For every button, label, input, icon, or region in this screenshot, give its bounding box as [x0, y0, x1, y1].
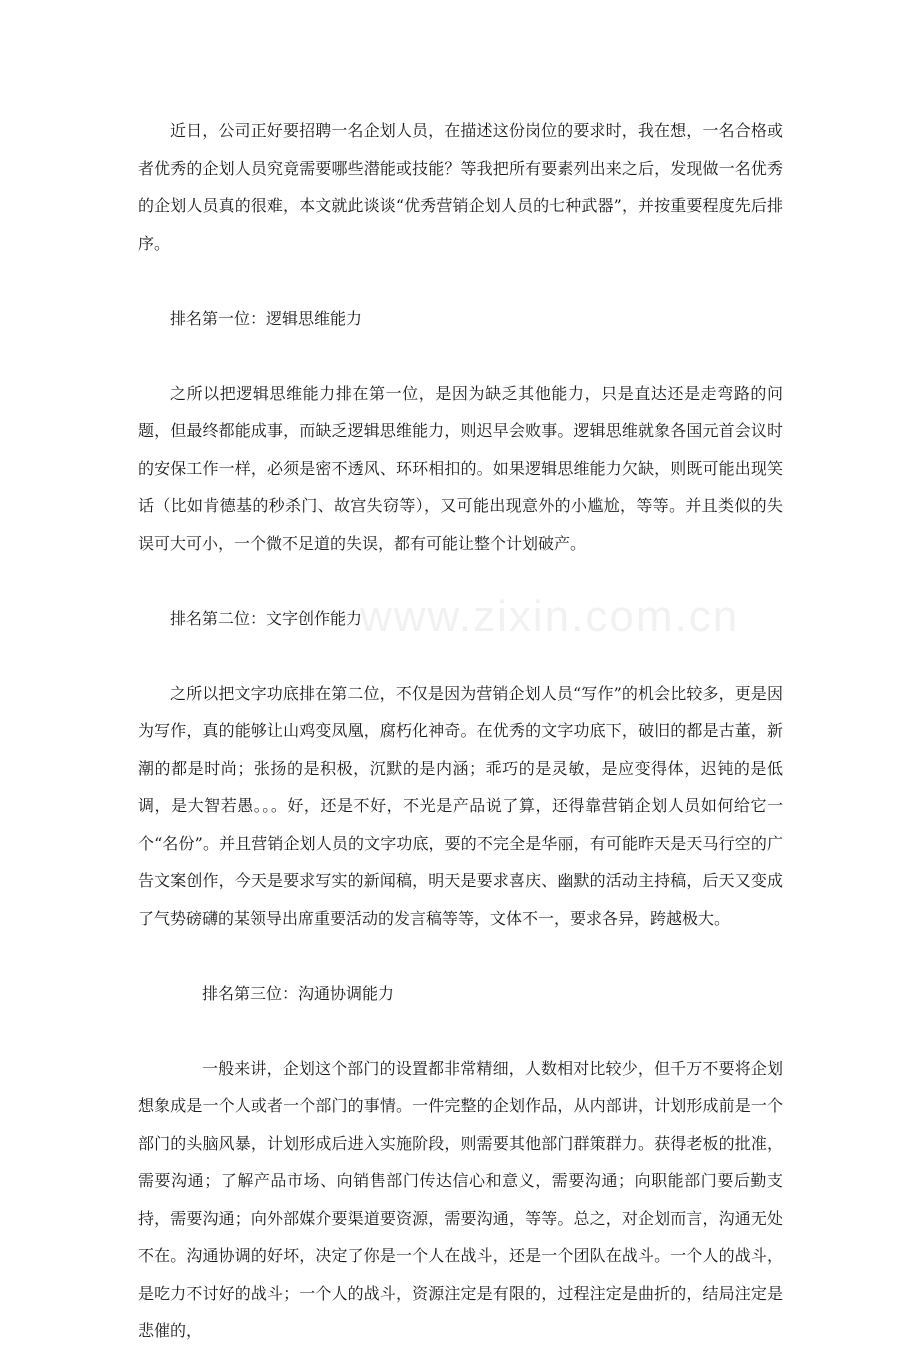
intro-paragraph: 近日，公司正好要招聘一名企划人员，在描述这份岗位的要求时，我在想，一名合格或者优秀的企划人员究竟需要哪些潜能或技能？等我把所有要素列出来之后，发现做一名优秀的企划人员真的很难，本文就此谈谈“优秀营销企划人员的七种武器”，并按重要程度先后排序。	[138, 121, 783, 253]
section-heading-1: 排名第一位：逻辑思维能力	[170, 308, 363, 328]
document-body	[138, 112, 783, 1350]
spacer	[138, 562, 783, 600]
watermark: www.zixin.com.cn	[360, 592, 740, 641]
spacer	[138, 262, 783, 300]
section-heading-2: 排名第二位：文字创作能力	[170, 608, 363, 628]
section-heading-3: 排名第三位：沟通协调能力	[202, 983, 395, 1003]
spacer	[138, 337, 783, 375]
spacer	[138, 937, 783, 975]
section-body-1: 之所以把逻辑思维能力排在第一位，是因为缺乏其他能力，只是直达还是走弯路的问题，但最终都能成事，而缺乏逻辑思维能力，则迟早会败事。逻辑思维就象各国元首会议时的安保工作一样，必须是密不透风、环环相扣的。如果逻辑思维能力欠缺，则既可能出现笑话（比如肯德基的秒杀门、故宫失窃等），又可能出现意外的小尴尬，等等。并且类似的失误可大可小，一个微不足道的失误，都有可能让整个计划破产。	[138, 383, 783, 553]
spacer	[138, 637, 783, 675]
section-body-2: 之所以把文字功底排在第二位，不仅是因为营销企划人员“写作”的机会比较多，更是因为写作，真的能够让山鸡变凤凰，腐朽化神奇。在优秀的文字功底下，破旧的都是古董，新潮的都是时尚；张扬的是积极，沉默的是内涵；乖巧的是灵敏，是应变得体，迟钝的是低调，是大智若愚。。。好，还是不好，不光是产品说了算，还得靠营销企划人员如何给它一个“名份”。并且营销企划人员的文字功底，要的不完全是华丽，有可能昨天是天马行空的广告文案创作，今天是要求写实的新闻稿，明天是要求喜庆、幽默的活动主持稿，后天又变成了气势磅礴的某领导出席重要活动的发言稿等等，文体不一，要求各异，跨越极大。	[138, 683, 783, 928]
spacer	[138, 1012, 783, 1050]
section-body-3: 一般来讲，企划这个部门的设置都非常精细，人数相对比较少，但千万不要将企划想象成是一个人或者一个部门的事情。一件完整的企划作品，从内部讲，计划形成前是一个部门的头脑风暴，计划形成后进入实施阶段，则需要其他部门群策群力。获得老板的批准，需要沟通；了解产品市场、向销售部门传达信心和意义，需要沟通；向职能部门要后勤支持，需要沟通；向外部媒介要渠道要资源，需要沟通，等等。总之，对企划而言，沟通无处不在。沟通协调的好坏，决定了你是一个人在战斗，还是一个团队在战斗。一个人的战斗，是吃力不讨好的战斗；一个人的战斗，资源注定是有限的，过程注定是曲折的，结局注定是悲催的，	[138, 1058, 783, 1340]
